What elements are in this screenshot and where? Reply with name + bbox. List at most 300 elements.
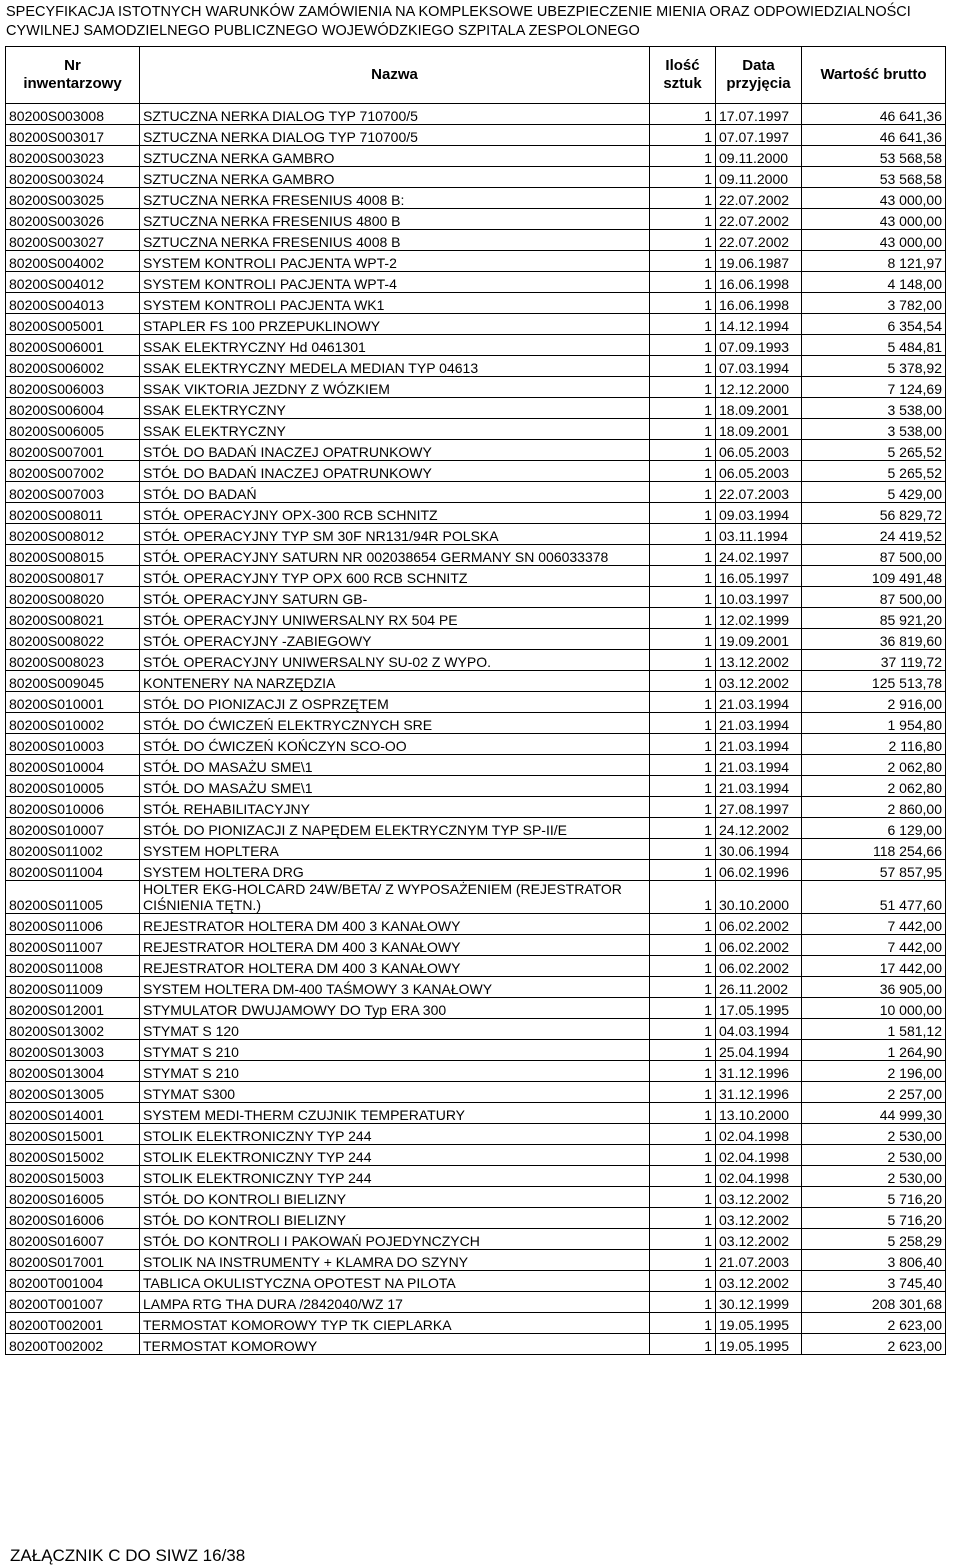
cell-quantity: 1 [650, 440, 716, 461]
cell-date: 21.03.1994 [716, 734, 802, 755]
cell-date: 13.12.2002 [716, 650, 802, 671]
cell-name: STÓŁ DO BADAŃ INACZEJ OPATRUNKOWY [140, 461, 650, 482]
cell-inventory-number: 80200S007002 [6, 461, 140, 482]
cell-quantity: 1 [650, 1124, 716, 1145]
cell-name: SZTUCZNA NERKA DIALOG TYP 710700/5 [140, 125, 650, 146]
cell-gross-value: 53 568,58 [802, 167, 946, 188]
cell-gross-value: 6 129,00 [802, 818, 946, 839]
table-row [6, 797, 946, 818]
table-row [6, 335, 946, 356]
cell-quantity: 1 [650, 377, 716, 398]
cell-quantity: 1 [650, 608, 716, 629]
cell-gross-value: 5 716,20 [802, 1187, 946, 1208]
cell-quantity: 1 [650, 818, 716, 839]
cell-gross-value: 2 530,00 [802, 1145, 946, 1166]
cell-name: STÓŁ OPERACYJNY -ZABIEGOWY [140, 629, 650, 650]
cell-date: 25.04.1994 [716, 1040, 802, 1061]
cell-date: 19.05.1995 [716, 1313, 802, 1334]
cell-name: STYMULATOR DWUJAMOWY DO Typ ERA 300 [140, 998, 650, 1019]
cell-name: SZTUCZNA NERKA FRESENIUS 4008 B: [140, 188, 650, 209]
table-row [6, 650, 946, 671]
cell-quantity: 1 [650, 293, 716, 314]
cell-quantity: 1 [650, 650, 716, 671]
table-row [6, 146, 946, 167]
cell-date: 31.12.1996 [716, 1082, 802, 1103]
cell-gross-value: 36 905,00 [802, 977, 946, 998]
cell-date: 19.05.1995 [716, 1334, 802, 1355]
cell-inventory-number: 80200S017001 [6, 1250, 140, 1271]
table-row [6, 629, 946, 650]
cell-quantity: 1 [650, 146, 716, 167]
cell-inventory-number: 80200S011007 [6, 935, 140, 956]
table-row [6, 998, 946, 1019]
table-row [6, 566, 946, 587]
cell-gross-value: 36 819,60 [802, 629, 946, 650]
table-row [6, 587, 946, 608]
cell-date: 21.07.2003 [716, 1250, 802, 1271]
table-row [6, 608, 946, 629]
cell-date: 09.03.1994 [716, 503, 802, 524]
cell-date: 30.06.1994 [716, 839, 802, 860]
cell-inventory-number: 80200S013002 [6, 1019, 140, 1040]
cell-inventory-number: 80200S003024 [6, 167, 140, 188]
cell-inventory-number: 80200S009045 [6, 671, 140, 692]
cell-quantity: 1 [650, 398, 716, 419]
cell-name: STOLIK ELEKTRONICZNY TYP 244 [140, 1124, 650, 1145]
cell-name: REJESTRATOR HOLTERA DM 400 3 KANAŁOWY [140, 935, 650, 956]
cell-quantity: 1 [650, 1103, 716, 1124]
cell-gross-value: 8 121,97 [802, 251, 946, 272]
cell-date: 24.02.1997 [716, 545, 802, 566]
cell-date: 07.09.1993 [716, 335, 802, 356]
header-line-1: SPECYFIKACJA ISTOTNYCH WARUNKÓW ZAMÓWIENIA NA KOMPLEKSOWE UBEZPIECZENIE MIENIA ORAZ ODPOWIEDZIALNOŚCI [6, 4, 911, 20]
cell-date: 17.07.1997 [716, 104, 802, 125]
cell-inventory-number: 80200S010002 [6, 713, 140, 734]
cell-quantity: 1 [650, 860, 716, 881]
column-header-gross-value: Wartość brutto [802, 47, 946, 104]
table-row [6, 1292, 946, 1313]
cell-date: 24.12.2002 [716, 818, 802, 839]
cell-inventory-number: 80200S011002 [6, 839, 140, 860]
cell-quantity: 1 [650, 104, 716, 125]
cell-quantity: 1 [650, 461, 716, 482]
table-row [6, 1103, 946, 1124]
cell-quantity: 1 [650, 545, 716, 566]
cell-quantity: 1 [650, 1019, 716, 1040]
table-row [6, 356, 946, 377]
table-header [6, 47, 946, 104]
cell-quantity: 1 [650, 272, 716, 293]
cell-name: STÓŁ OPERACYJNY OPX-300 RCB SCHNITZ [140, 503, 650, 524]
cell-quantity: 1 [650, 692, 716, 713]
cell-quantity: 1 [650, 503, 716, 524]
cell-gross-value: 10 000,00 [802, 998, 946, 1019]
cell-inventory-number: 80200S008021 [6, 608, 140, 629]
cell-name: STÓŁ DO KONTROLI BIELIZNY [140, 1187, 650, 1208]
cell-date: 03.12.2002 [716, 1187, 802, 1208]
table-body [6, 104, 946, 1355]
cell-gross-value: 1 954,80 [802, 713, 946, 734]
cell-inventory-number: 80200S003023 [6, 146, 140, 167]
table-row [6, 1271, 946, 1292]
cell-inventory-number: 80200S007001 [6, 440, 140, 461]
cell-inventory-number: 80200S011006 [6, 914, 140, 935]
cell-quantity: 1 [650, 977, 716, 998]
cell-date: 17.05.1995 [716, 998, 802, 1019]
table-row [6, 734, 946, 755]
cell-gross-value: 7 124,69 [802, 377, 946, 398]
table-row [6, 1145, 946, 1166]
cell-quantity: 1 [650, 209, 716, 230]
cell-name: STÓŁ OPERACYJNY SATURN NR 002038654 GERMANY SN 006033378 [140, 545, 650, 566]
table-row [6, 419, 946, 440]
cell-gross-value: 208 301,68 [802, 1292, 946, 1313]
table-row [6, 914, 946, 935]
cell-date: 21.03.1994 [716, 776, 802, 797]
cell-inventory-number: 80200S003025 [6, 188, 140, 209]
cell-quantity: 1 [650, 125, 716, 146]
cell-name: SZTUCZNA NERKA DIALOG TYP 710700/5 [140, 104, 650, 125]
table-row [6, 167, 946, 188]
cell-name: LAMPA RTG THA DURA /2842040/WZ 17 [140, 1292, 650, 1313]
cell-date: 09.11.2000 [716, 146, 802, 167]
cell-inventory-number: 80200S006004 [6, 398, 140, 419]
table-row [6, 776, 946, 797]
table-row [6, 272, 946, 293]
cell-name: SSAK ELEKTRYCZNY [140, 398, 650, 419]
cell-date: 13.10.2000 [716, 1103, 802, 1124]
cell-gross-value: 2 062,80 [802, 755, 946, 776]
cell-gross-value: 53 568,58 [802, 146, 946, 167]
cell-quantity: 1 [650, 566, 716, 587]
cell-date: 02.04.1998 [716, 1145, 802, 1166]
cell-date: 16.06.1998 [716, 272, 802, 293]
cell-quantity: 1 [650, 335, 716, 356]
table-row [6, 935, 946, 956]
cell-gross-value: 51 477,60 [802, 881, 946, 914]
cell-gross-value: 3 538,00 [802, 419, 946, 440]
table-row [6, 314, 946, 335]
cell-inventory-number: 80200S013005 [6, 1082, 140, 1103]
cell-date: 02.04.1998 [716, 1166, 802, 1187]
cell-quantity: 1 [650, 1271, 716, 1292]
cell-quantity: 1 [650, 188, 716, 209]
cell-name: SYSTEM KONTROLI PACJENTA WPT-4 [140, 272, 650, 293]
cell-inventory-number: 80200S008017 [6, 566, 140, 587]
table-row [6, 230, 946, 251]
table-row [6, 692, 946, 713]
cell-inventory-number: 80200S006002 [6, 356, 140, 377]
cell-gross-value: 5 484,81 [802, 335, 946, 356]
cell-name: SSAK VIKTORIA JEZDNY Z WÓZKIEM [140, 377, 650, 398]
cell-date: 10.03.1997 [716, 587, 802, 608]
cell-inventory-number: 80200S011004 [6, 860, 140, 881]
table-row [6, 1250, 946, 1271]
cell-gross-value: 5 429,00 [802, 482, 946, 503]
table-row [6, 293, 946, 314]
cell-date: 18.09.2001 [716, 419, 802, 440]
cell-name: STÓŁ DO PIONIZACJI Z OSPRZĘTEM [140, 692, 650, 713]
cell-name: TERMOSTAT KOMOROWY [140, 1334, 650, 1355]
cell-quantity: 1 [650, 1061, 716, 1082]
cell-gross-value: 2 623,00 [802, 1313, 946, 1334]
cell-date: 16.06.1998 [716, 293, 802, 314]
cell-quantity: 1 [650, 755, 716, 776]
cell-gross-value: 7 442,00 [802, 935, 946, 956]
cell-inventory-number: 80200S010003 [6, 734, 140, 755]
cell-name: STYMAT S300 [140, 1082, 650, 1103]
cell-quantity: 1 [650, 839, 716, 860]
cell-name: SYSTEM KONTROLI PACJENTA WPT-2 [140, 251, 650, 272]
cell-gross-value: 4 148,00 [802, 272, 946, 293]
cell-date: 02.04.1998 [716, 1124, 802, 1145]
cell-inventory-number: 80200S011009 [6, 977, 140, 998]
cell-name: STÓŁ DO KONTROLI BIELIZNY [140, 1208, 650, 1229]
cell-gross-value: 2 623,00 [802, 1334, 946, 1355]
cell-gross-value: 46 641,36 [802, 125, 946, 146]
cell-gross-value: 3 806,40 [802, 1250, 946, 1271]
cell-name: SYSTEM HOPLTERA [140, 839, 650, 860]
cell-date: 21.03.1994 [716, 692, 802, 713]
cell-quantity: 1 [650, 1334, 716, 1355]
cell-quantity: 1 [650, 734, 716, 755]
cell-date: 22.07.2002 [716, 230, 802, 251]
cell-date: 19.06.1987 [716, 251, 802, 272]
cell-inventory-number: 80200S008020 [6, 587, 140, 608]
cell-gross-value: 6 354,54 [802, 314, 946, 335]
cell-inventory-number: 80200S007003 [6, 482, 140, 503]
cell-date: 03.12.2002 [716, 1208, 802, 1229]
cell-inventory-number: 80200S006003 [6, 377, 140, 398]
cell-date: 14.12.1994 [716, 314, 802, 335]
cell-date: 06.02.2002 [716, 914, 802, 935]
cell-inventory-number: 80200S010007 [6, 818, 140, 839]
cell-inventory-number: 80200T001007 [6, 1292, 140, 1313]
cell-inventory-number: 80200S010005 [6, 776, 140, 797]
cell-name: SZTUCZNA NERKA GAMBRO [140, 167, 650, 188]
table-row [6, 1313, 946, 1334]
cell-name: SSAK ELEKTRYCZNY Hd 0461301 [140, 335, 650, 356]
cell-inventory-number: 80200S011008 [6, 956, 140, 977]
cell-inventory-number: 80200S008023 [6, 650, 140, 671]
cell-quantity: 1 [650, 314, 716, 335]
cell-date: 04.03.1994 [716, 1019, 802, 1040]
cell-quantity: 1 [650, 356, 716, 377]
cell-inventory-number: 80200S005001 [6, 314, 140, 335]
cell-inventory-number: 80200S008011 [6, 503, 140, 524]
cell-date: 06.02.2002 [716, 935, 802, 956]
cell-inventory-number: 80200S013004 [6, 1061, 140, 1082]
cell-quantity: 1 [650, 419, 716, 440]
table-row [6, 209, 946, 230]
cell-name: STOLIK ELEKTRONICZNY TYP 244 [140, 1145, 650, 1166]
cell-quantity: 1 [650, 251, 716, 272]
cell-inventory-number: 80200S004002 [6, 251, 140, 272]
cell-inventory-number: 80200S016006 [6, 1208, 140, 1229]
table-row [6, 860, 946, 881]
cell-quantity: 1 [650, 881, 716, 914]
cell-gross-value: 1 264,90 [802, 1040, 946, 1061]
table-row [6, 1187, 946, 1208]
cell-date: 06.05.2003 [716, 461, 802, 482]
cell-inventory-number: 80200S014001 [6, 1103, 140, 1124]
column-header-name: Nazwa [140, 47, 650, 104]
cell-inventory-number: 80200S006001 [6, 335, 140, 356]
header-line-2: CYWILNEJ SAMODZIELNEGO PUBLICZNEGO WOJEWÓDZKIEGO SZPITALA ZESPOLONEGO [6, 23, 640, 39]
cell-date: 22.07.2003 [716, 482, 802, 503]
table-row [6, 188, 946, 209]
cell-date: 12.02.1999 [716, 608, 802, 629]
cell-quantity: 1 [650, 935, 716, 956]
cell-gross-value: 87 500,00 [802, 545, 946, 566]
cell-date: 07.03.1994 [716, 356, 802, 377]
document-header [6, 3, 956, 41]
table-row [6, 956, 946, 977]
page-footer: ZAŁĄCZNIK C DO SIWZ 16/38 [10, 1546, 246, 1565]
cell-quantity: 1 [650, 776, 716, 797]
table-row [6, 977, 946, 998]
cell-gross-value: 2 916,00 [802, 692, 946, 713]
cell-quantity: 1 [650, 914, 716, 935]
table-row [6, 440, 946, 461]
cell-quantity: 1 [650, 230, 716, 251]
table-row [6, 1019, 946, 1040]
cell-quantity: 1 [650, 482, 716, 503]
cell-gross-value: 56 829,72 [802, 503, 946, 524]
table-row [6, 524, 946, 545]
table-row [6, 251, 946, 272]
cell-gross-value: 57 857,95 [802, 860, 946, 881]
cell-date: 06.02.2002 [716, 956, 802, 977]
cell-inventory-number: 80200S010004 [6, 755, 140, 776]
cell-name: STÓŁ REHABILITACYJNY [140, 797, 650, 818]
cell-quantity: 1 [650, 1187, 716, 1208]
cell-name: STYMAT S 210 [140, 1061, 650, 1082]
cell-quantity: 1 [650, 797, 716, 818]
cell-gross-value: 43 000,00 [802, 188, 946, 209]
table-row [6, 1082, 946, 1103]
cell-gross-value: 2 860,00 [802, 797, 946, 818]
cell-inventory-number: 80200T001004 [6, 1271, 140, 1292]
cell-date: 21.03.1994 [716, 755, 802, 776]
column-header-quantity: Ilość sztuk [650, 47, 716, 104]
cell-date: 30.12.1999 [716, 1292, 802, 1313]
cell-name: STOLIK NA INSTRUMENTY + KLAMRA DO SZYNY [140, 1250, 650, 1271]
cell-date: 22.07.2002 [716, 209, 802, 230]
cell-quantity: 1 [650, 587, 716, 608]
cell-gross-value: 3 538,00 [802, 398, 946, 419]
cell-gross-value: 3 782,00 [802, 293, 946, 314]
cell-inventory-number: 80200S008012 [6, 524, 140, 545]
cell-inventory-number: 80200S003027 [6, 230, 140, 251]
cell-name: STÓŁ DO ĆWICZEŃ ELEKTRYCZNYCH SRE [140, 713, 650, 734]
cell-name: SYSTEM KONTROLI PACJENTA WK1 [140, 293, 650, 314]
cell-gross-value: 7 442,00 [802, 914, 946, 935]
cell-gross-value: 5 716,20 [802, 1208, 946, 1229]
cell-name: HOLTER EKG-HOLCARD 24W/BETA/ Z WYPOSAŻENIEM (REJESTRATOR CIŚNIENIA TĘTN.) [140, 881, 650, 914]
cell-inventory-number: 80200T002002 [6, 1334, 140, 1355]
cell-gross-value: 5 258,29 [802, 1229, 946, 1250]
cell-name: STYMAT S 120 [140, 1019, 650, 1040]
cell-date: 06.02.1996 [716, 860, 802, 881]
table-row [6, 881, 946, 914]
cell-quantity: 1 [650, 1082, 716, 1103]
table-row [6, 482, 946, 503]
cell-quantity: 1 [650, 1250, 716, 1271]
cell-quantity: 1 [650, 956, 716, 977]
cell-name: STÓŁ OPERACYJNY TYP SM 30F NR131/94R POLSKA [140, 524, 650, 545]
cell-quantity: 1 [650, 524, 716, 545]
cell-quantity: 1 [650, 1208, 716, 1229]
cell-name: KONTENERY NA NARZĘDZIA [140, 671, 650, 692]
cell-inventory-number: 80200S004012 [6, 272, 140, 293]
cell-quantity: 1 [650, 671, 716, 692]
cell-gross-value: 5 265,52 [802, 440, 946, 461]
cell-date: 03.12.2002 [716, 1229, 802, 1250]
cell-date: 12.12.2000 [716, 377, 802, 398]
cell-inventory-number: 80200S003026 [6, 209, 140, 230]
cell-gross-value: 44 999,30 [802, 1103, 946, 1124]
cell-gross-value: 1 581,12 [802, 1019, 946, 1040]
cell-name: SZTUCZNA NERKA GAMBRO [140, 146, 650, 167]
cell-date: 06.05.2003 [716, 440, 802, 461]
cell-inventory-number: 80200T002001 [6, 1313, 140, 1334]
cell-date: 16.05.1997 [716, 566, 802, 587]
cell-gross-value: 2 530,00 [802, 1124, 946, 1145]
cell-name: STÓŁ OPERACYJNY UNIWERSALNY SU-02 Z WYPO. [140, 650, 650, 671]
cell-inventory-number: 80200S011005 [6, 881, 140, 914]
cell-name: REJESTRATOR HOLTERA DM 400 3 KANAŁOWY [140, 956, 650, 977]
cell-date: 26.11.2002 [716, 977, 802, 998]
cell-gross-value: 43 000,00 [802, 209, 946, 230]
cell-gross-value: 17 442,00 [802, 956, 946, 977]
cell-quantity: 1 [650, 1292, 716, 1313]
table-row [6, 503, 946, 524]
cell-inventory-number: 80200S010006 [6, 797, 140, 818]
cell-inventory-number: 80200S016007 [6, 1229, 140, 1250]
cell-quantity: 1 [650, 629, 716, 650]
cell-name: STÓŁ DO MASAŻU SME\1 [140, 776, 650, 797]
cell-gross-value: 2 062,80 [802, 776, 946, 797]
table-row [6, 839, 946, 860]
table-row [6, 755, 946, 776]
cell-inventory-number: 80200S016005 [6, 1187, 140, 1208]
cell-inventory-number: 80200S015002 [6, 1145, 140, 1166]
cell-inventory-number: 80200S006005 [6, 419, 140, 440]
header-row [6, 47, 946, 104]
column-header-inventory-number: Nr inwentarzowy [6, 47, 140, 104]
cell-inventory-number: 80200S004013 [6, 293, 140, 314]
cell-date: 19.09.2001 [716, 629, 802, 650]
table-row [6, 104, 946, 125]
cell-inventory-number: 80200S012001 [6, 998, 140, 1019]
cell-name: STÓŁ DO MASAŻU SME\1 [140, 755, 650, 776]
cell-gross-value: 3 745,40 [802, 1271, 946, 1292]
cell-date: 27.08.1997 [716, 797, 802, 818]
cell-gross-value: 37 119,72 [802, 650, 946, 671]
cell-quantity: 1 [650, 1145, 716, 1166]
cell-inventory-number: 80200S008022 [6, 629, 140, 650]
cell-gross-value: 46 641,36 [802, 104, 946, 125]
cell-name: SSAK ELEKTRYCZNY MEDELA MEDIAN TYP 04613 [140, 356, 650, 377]
column-header-date: Data przyjęcia [716, 47, 802, 104]
cell-inventory-number: 80200S008015 [6, 545, 140, 566]
cell-date: 03.12.2002 [716, 1271, 802, 1292]
cell-gross-value: 85 921,20 [802, 608, 946, 629]
inventory-table [5, 46, 946, 1355]
cell-name: REJESTRATOR HOLTERA DM 400 3 KANAŁOWY [140, 914, 650, 935]
cell-gross-value: 2 257,00 [802, 1082, 946, 1103]
